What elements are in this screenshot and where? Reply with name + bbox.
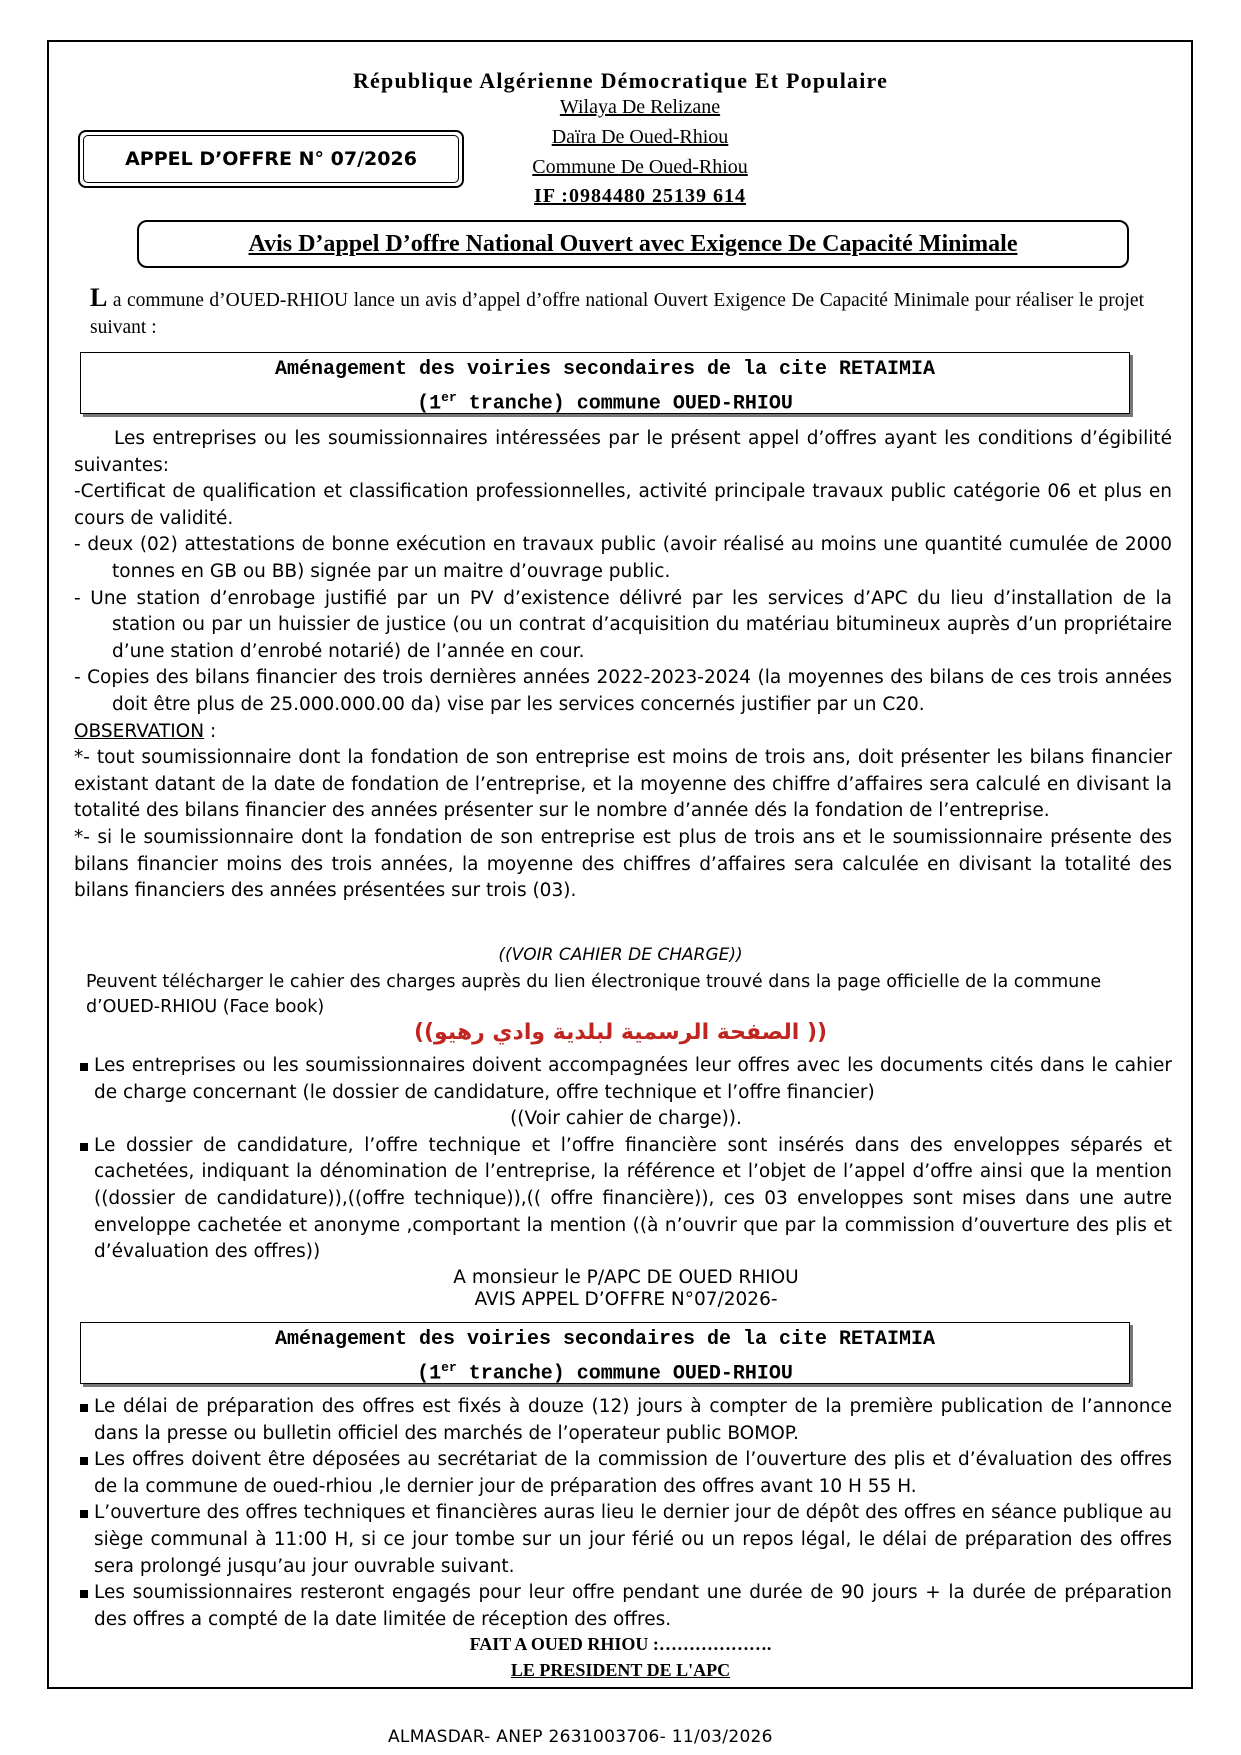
footer-reference: ALMASDAR- ANEP 2631003706- 11/03/2026 — [388, 1727, 773, 1747]
observation-item: *- tout soumissionnaire dont la fondation de son entreprise est moins de trois ans, doit présenter les bilans financier existant datant de la date de fondation de l’entreprise, et la moyenne des chiffre d’affaires sera calculé en divisant la totalité des bilans financier des années présenter sur le nombre d’année dés la fondation de l’entreprise. — [74, 747, 1172, 822]
submission-bullet: Les entreprises ou les soumissionnaires doivent accompagnées leur offres avec les documents cités dans le cahier de charge concernant (le dossier de candidature, offre technique et l’offre financier) — [80, 1053, 1172, 1106]
appel-offre-label: APPEL D’OFFRE N° 07/2026 — [83, 135, 459, 183]
commune: Commune De Oued-Rhiou — [532, 156, 748, 178]
appel-offre-box — [78, 130, 464, 188]
address-line2: AVIS APPEL D’OFFRE N°07/2026- — [474, 1288, 778, 1310]
condition-item: - Une station d’enrobage justifié par un PV d’existence délivré par les services d’APC du lieu d’installation de la station ou par un huissier de justice (ou un contrat d’acquisition du matériau bitumineux auprès d’un propriétaire d’une station d’enrobé notarié) de l’année en cour. — [74, 587, 1172, 662]
deadline-section — [80, 1394, 1172, 1633]
telecharger-text: Peuvent télécharger le cahier des charges auprès du lien électronique trouvé dans la page officielle de la commune d’OUED-RHIOU (Face book) — [86, 972, 1102, 1017]
submission-bullet: Le dossier de candidature, l’offre technique et l’offre financière sont insérés dans des enveloppes séparés et cachetées, indiquant la dénomination de l’entreprise, la référence et l’objet de l’appel d’offre ainsi que la mention ((dossier de candidature)),((offre technique)),(( offre financière)), ces 03 enveloppes sont mises dans une autre enveloppe cachetée et anonyme ,comportant la mention ((à n’ouvrir que par la commission d’ouverture des plis et d’évaluation des offres)) — [80, 1133, 1172, 1266]
intro-drop-letter: L — [90, 283, 108, 312]
voir-cahier-note: ((VOIR CAHIER DE CHARGE)) — [498, 945, 743, 965]
president-signature: LE PRESIDENT DE L'APC — [510, 1660, 731, 1680]
project-line1: Aménagement des voiries secondaires de la cite RETAIMIA — [274, 1328, 936, 1351]
daira: Daïra De Oued-Rhiou — [551, 126, 729, 148]
project-line2: (1er tranche) commune OUED-RHIOU — [417, 1360, 793, 1386]
conditions-section — [74, 426, 1172, 905]
observation-item: *- si le soumissionnaire dont la fondation de son entreprise est plus de trois ans et le soumissionnaire présente des bilans financier moins des trois années, la moyenne des chiffres d’affaires sera calculée en divisant la totalité des bilans financiers des années présentées sur trois (03). — [74, 826, 1172, 902]
arabic-facebook-page: (( الصفحة الرسمية لبلدية وادي رهيو)) — [413, 1020, 828, 1045]
title-box — [137, 220, 1129, 268]
page-title: Avis D’appel D’offre National Ouvert avec Exigence De Capacité Minimale — [248, 230, 1018, 257]
deadline-bullet: L’ouverture des offres techniques et financières auras lieu le dernier jour de dépôt des offres en séance publique au siège communal à 11:00 H, si ce jour tombe sur un jour férié ou un repos légal, le délai de préparation des offres sera prolongé jusqu’au jour ouvrable suivant. — [80, 1500, 1172, 1580]
deadline-bullet: Les soumissionnaires resteront engagés pour leur offre pendant une durée de 90 jours + la durée de préparation des offres a compté de la date limitée de réception des offres. — [80, 1580, 1172, 1633]
project-box-1 — [80, 352, 1130, 414]
conditions-intro: Les entreprises ou les soumissionnaires intéressées par le présent appel d’offres ayant les conditions d’égibilité suivantes: — [74, 428, 1172, 476]
project-line2: (1er tranche) commune OUED-RHIOU — [417, 390, 793, 416]
intro-text: a commune d’OUED-RHIOU lance un avis d’appel d’offre national Ouvert Exigence De Capacité Minimale pour réaliser le projet suivant : — [90, 290, 1144, 338]
fait-a: FAIT A OUED RHIOU :………………. — [469, 1634, 772, 1654]
project-line1: Aménagement des voiries secondaires de la cite RETAIMIA — [274, 358, 936, 381]
condition-item: - deux (02) attestations de bonne exécution en travaux public (avoir réalisé au moins une quantité cumulée de 2000 tonnes en GB ou BB) signée par un maitre d’ouvrage public. — [74, 534, 1172, 582]
observation-heading: OBSERVATION — [74, 720, 205, 742]
voir-cahier-inline: ((Voir cahier de charge)). — [510, 1108, 742, 1130]
project-box-2 — [80, 1322, 1130, 1384]
deadline-bullet: Le délai de préparation des offres est fixés à douze (12) jours à compter de la première publication de l’annonce dans la presse ou bulletin officiel des marchés de l’operateur public BOMOP. — [80, 1394, 1172, 1447]
republic-heading: République Algérienne Démocratique Et Populaire — [352, 68, 889, 93]
deadline-bullet: Les offres doivent être déposées au secrétariat de la commission de l’ouverture des plis et d’évaluation des offres de la commune de oued-rhiou ,le dernier jour de préparation des offres avant 10 H 55 H. — [80, 1447, 1172, 1500]
wilaya: Wilaya De Relizane — [559, 96, 721, 118]
condition-item: -Certificat de qualification et classification professionnelles, activité principale travaux public catégorie 06 et plus en cours de validité. — [74, 481, 1172, 529]
if-number: IF :0984480 25139 614 — [534, 185, 746, 207]
observation-heading-line: OBSERVATION : — [74, 720, 217, 742]
intro-paragraph — [90, 284, 1144, 341]
condition-item: - Copies des bilans financier des trois dernières années 2022-2023-2024 (la moyennes des bilans de ces trois années doit être plus de 25.000.000.00 da) vise par les services concernés justifier par un C20. — [74, 667, 1172, 715]
submission-section — [80, 1053, 1172, 1310]
address-line1: A monsieur le P/APC DE OUED RHIOU — [453, 1266, 799, 1288]
